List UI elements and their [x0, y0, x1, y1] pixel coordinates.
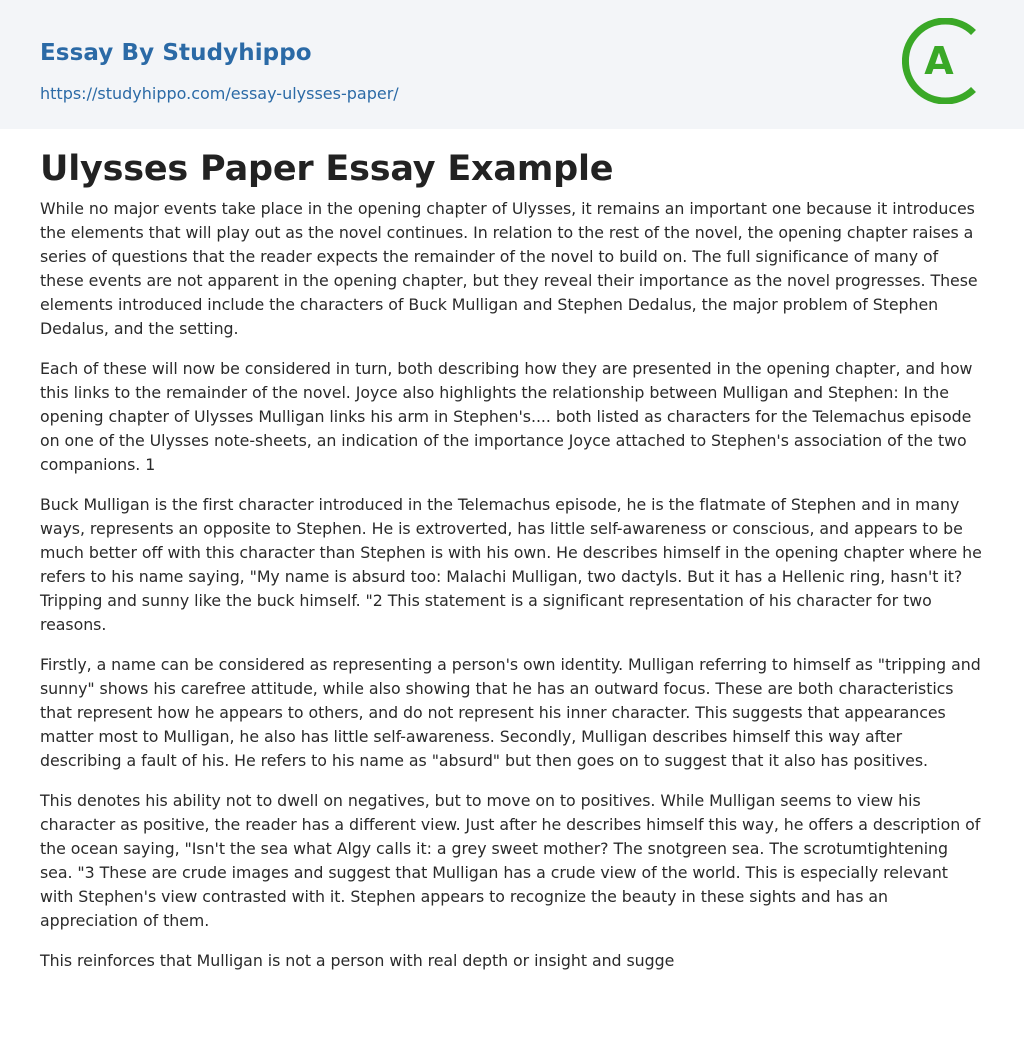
page-title: Ulysses Paper Essay Example: [40, 149, 614, 189]
article: [0, 129, 1024, 973]
brand-title: Essay By Studyhippo: [40, 40, 312, 66]
article-paragraph-truncated: This reinforces that Mulligan is not a person with real depth or insight and sugge: [40, 951, 675, 970]
article-paragraph: Each of these will now be considered in turn, both describing how they are presented in the opening chapter, and how this links to the remainder of the novel. Joyce also highlights the relationship between Mulligan and Stephen: In the opening chapter of Ulysses Mulligan links his arm in Stephen's.... both listed as characters for the Telemachus episode on one of the Ulysses note-sheets, an indication of the importance Joyce attached to Stephen's association of the two companions. 1: [40, 359, 973, 474]
logo-letter: A: [924, 39, 954, 83]
article-paragraph: While no major events take place in the opening chapter of Ulysses, it remains an important one because it introduces the elements that will play out as the novel continues. In relation to the rest of the novel, the opening chapter raises a series of questions that the reader expects the remainder of the novel to build on. The full significance of many of these events are not apparent in the opening chapter, but they reveal their importance as the novel progresses. These elements introduced include the characters of Buck Mulligan and Stephen Dedalus, the major problem of Stephen Dedalus, and the setting.: [40, 199, 978, 338]
source-url-link[interactable]: https://studyhippo.com/essay-ulysses-paper/: [40, 84, 399, 103]
article-paragraph: This denotes his ability not to dwell on negatives, but to move on to positives. While Mulligan seems to view his character as positive, the reader has a different view. Just after he describes himself this way, he offers a description of the ocean saying, "Isn't the sea what Algy calls it: a grey sweet mother? The snotgreen sea. The scrotumtightening sea. "3 These are crude images and suggest that Mulligan has a crude view of the world. This is especially relevant with Stephen's view contrasted with it. Stephen appears to recognize the beauty in these sights and has an appreciation of them.: [40, 791, 981, 930]
article-paragraph: Firstly, a name can be considered as representing a person's own identity. Mulligan referring to himself as "tripping and sunny" shows his carefree attitude, while also showing that he has an outward focus. These are both characteristics that represent how he appears to others, and do not represent his inner character. This suggests that appearances matter most to Mulligan, he also has little self-awareness. Secondly, Mulligan describes himself this way after describing a fault of his. He refers to his name as "absurd" but then goes on to suggest that it also has positives.: [40, 655, 981, 770]
article-paragraph: Buck Mulligan is the first character introduced in the Telemachus episode, he is the flatmate of Stephen and in many ways, represents an opposite to Stephen. He is extroverted, has little self-awareness or conscious, and appears to be much better off with this character than Stephen is with his own. He describes himself in the opening chapter where he refers to his name saying, "My name is absurd too: Malachi Mulligan, two dactyls. But it has a Hellenic ring, hasn't it? Tripping and sunny like the buck himself. "2 This statement is a significant representation of his character for two reasons.: [40, 495, 982, 634]
studyhippo-logo-icon[interactable]: [902, 18, 988, 104]
site-header: [0, 0, 1024, 129]
